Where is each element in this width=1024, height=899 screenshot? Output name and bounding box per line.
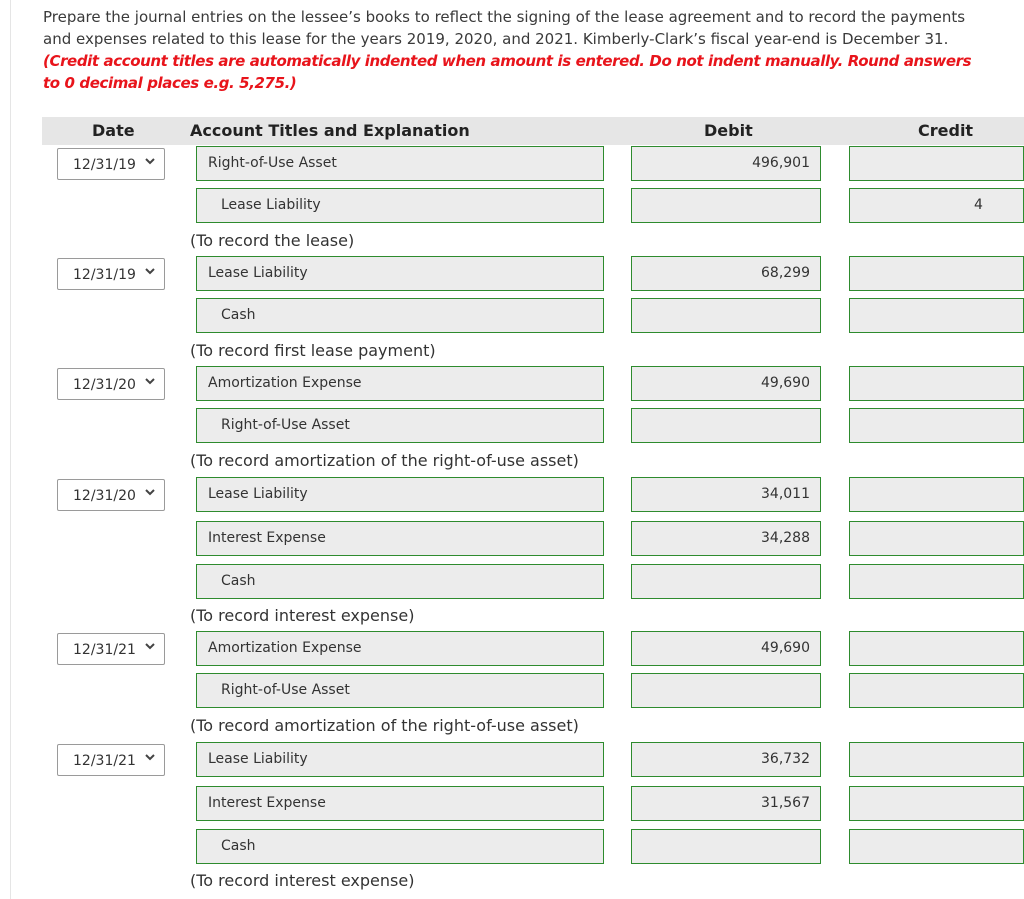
debit-field[interactable] bbox=[631, 673, 821, 708]
instructions-text: Prepare the journal entries on the lessee’s books to reflect the signing of the lease agreement and to record the payments and expenses related to this lease for the years 2019, 2020, and 2021. Kimberly-Clark’s fiscal year-end is December 31. bbox=[43, 8, 966, 48]
chevron-down-icon bbox=[144, 265, 156, 277]
date-select[interactable] bbox=[57, 258, 165, 290]
debit-field[interactable]: 34,011 bbox=[631, 477, 821, 512]
account-field[interactable]: Interest Expense bbox=[196, 521, 604, 556]
debit-field[interactable]: 68,299 bbox=[631, 256, 821, 291]
debit-field[interactable] bbox=[631, 829, 821, 864]
instructions bbox=[43, 6, 983, 94]
account-field[interactable]: Right-of-Use Asset bbox=[196, 673, 604, 708]
date-select[interactable] bbox=[57, 148, 165, 180]
credit-field[interactable] bbox=[849, 521, 1024, 556]
debit-field[interactable]: 36,732 bbox=[631, 742, 821, 777]
chevron-down-icon bbox=[144, 155, 156, 167]
entry-explanation: (To record amortization of the right-of-use asset) bbox=[190, 451, 579, 470]
date-select-value: 12/31/20 bbox=[73, 377, 136, 393]
account-field[interactable]: Lease Liability bbox=[196, 256, 604, 291]
debit-field[interactable] bbox=[631, 188, 821, 223]
credit-field[interactable] bbox=[849, 146, 1024, 181]
entry-explanation: (To record the lease) bbox=[190, 231, 355, 250]
credit-value: 4 bbox=[974, 197, 983, 213]
header-debit: Debit bbox=[704, 121, 753, 140]
date-select[interactable] bbox=[57, 479, 165, 511]
account-field[interactable]: Right-of-Use Asset bbox=[196, 146, 604, 181]
date-select-value: 12/31/20 bbox=[73, 488, 136, 504]
date-select-value: 12/31/19 bbox=[73, 157, 136, 173]
account-field[interactable]: Amortization Expense bbox=[196, 366, 604, 401]
date-select-value: 12/31/19 bbox=[73, 267, 136, 283]
table-header bbox=[42, 117, 1024, 145]
debit-field[interactable] bbox=[631, 408, 821, 443]
debit-field[interactable]: 49,690 bbox=[631, 366, 821, 401]
date-select-value: 12/31/21 bbox=[73, 642, 136, 658]
credit-field[interactable] bbox=[849, 477, 1024, 512]
chevron-down-icon bbox=[144, 751, 156, 763]
account-field[interactable]: Lease Liability bbox=[196, 477, 604, 512]
chevron-down-icon bbox=[144, 640, 156, 652]
debit-field[interactable]: 49,690 bbox=[631, 631, 821, 666]
date-select-value: 12/31/21 bbox=[73, 753, 136, 769]
credit-field[interactable] bbox=[849, 188, 1024, 223]
debit-field[interactable] bbox=[631, 564, 821, 599]
account-field[interactable]: Right-of-Use Asset bbox=[196, 408, 604, 443]
account-field[interactable]: Lease Liability bbox=[196, 742, 604, 777]
entry-explanation: (To record amortization of the right-of-use asset) bbox=[190, 716, 579, 735]
credit-field[interactable] bbox=[849, 408, 1024, 443]
account-field[interactable]: Interest Expense bbox=[196, 786, 604, 821]
credit-field[interactable] bbox=[849, 564, 1024, 599]
account-field[interactable]: Cash bbox=[196, 298, 604, 333]
credit-field[interactable] bbox=[849, 829, 1024, 864]
account-field[interactable]: Cash bbox=[196, 564, 604, 599]
header-account: Account Titles and Explanation bbox=[190, 121, 470, 140]
header-date: Date bbox=[92, 121, 135, 140]
entry-explanation: (To record interest expense) bbox=[190, 871, 415, 890]
date-select[interactable] bbox=[57, 744, 165, 776]
credit-field[interactable] bbox=[849, 673, 1024, 708]
entry-explanation: (To record first lease payment) bbox=[190, 341, 436, 360]
chevron-down-icon bbox=[144, 486, 156, 498]
entry-explanation: (To record interest expense) bbox=[190, 606, 415, 625]
credit-field[interactable] bbox=[849, 742, 1024, 777]
account-field[interactable]: Cash bbox=[196, 829, 604, 864]
debit-field[interactable]: 496,901 bbox=[631, 146, 821, 181]
date-select[interactable] bbox=[57, 368, 165, 400]
header-credit: Credit bbox=[918, 121, 974, 140]
account-field[interactable]: Amortization Expense bbox=[196, 631, 604, 666]
debit-field[interactable]: 34,288 bbox=[631, 521, 821, 556]
credit-field[interactable] bbox=[849, 786, 1024, 821]
credit-field[interactable] bbox=[849, 256, 1024, 291]
credit-field[interactable] bbox=[849, 631, 1024, 666]
instructions-note: (Credit account titles are automatically indented when amount is entered. Do not indent manually. Round answers to 0 decimal places e.g. 5,275.) bbox=[43, 52, 972, 92]
credit-field[interactable] bbox=[849, 366, 1024, 401]
account-field[interactable]: Lease Liability bbox=[196, 188, 604, 223]
debit-field[interactable]: 31,567 bbox=[631, 786, 821, 821]
debit-field[interactable] bbox=[631, 298, 821, 333]
chevron-down-icon bbox=[144, 375, 156, 387]
date-select[interactable] bbox=[57, 633, 165, 665]
credit-field[interactable] bbox=[849, 298, 1024, 333]
